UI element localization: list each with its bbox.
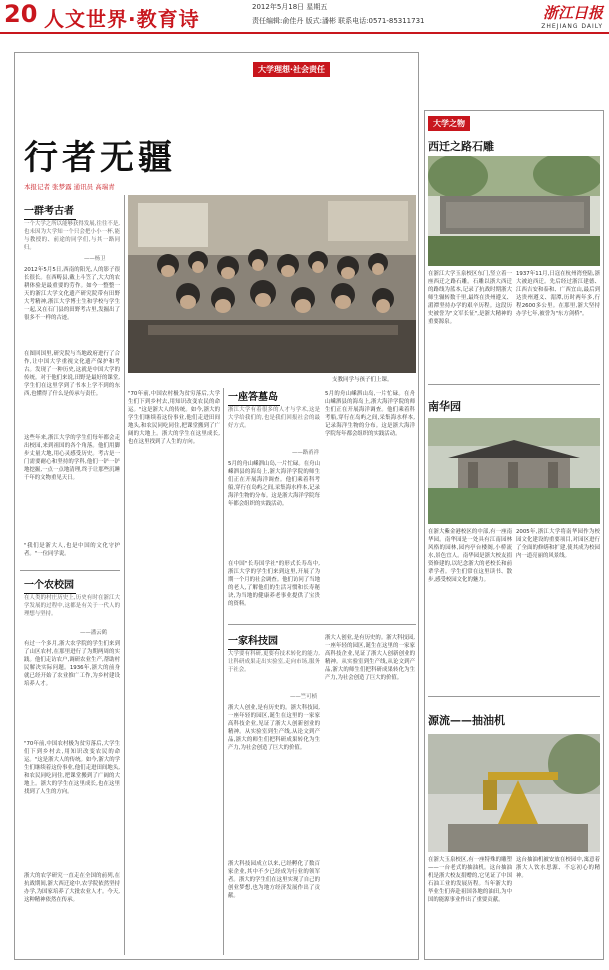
section2-continued: "70年前,中国农村极为贫穷落后,大学生们下到乡村去,用知识改变农民的命运。"这是浙大人的传统。如今,浙大的学生们继续着这份事业,他们走进田间地头,和农民同吃同住,把课堂搬到了广阔的大地上。浙大的学生在这里成长,也在这里找到了人生的方向。 — [128, 391, 220, 445]
section1-body-c: 这些年来,浙江大学的学生们每年都会走出校园,来到祖国的各个角落。他们用脚步丈量大地,用心灵感受历史。考古是一门需要耐心和坚持的学科,他们一铲一铲地挖掘,一点一点地清理,终于让那些沉睡千年的文物重见天日。 — [24, 435, 120, 481]
date-line: 2012年5月18日 星期五 — [252, 3, 328, 11]
newspaper-logo — [517, 2, 603, 30]
section-rule — [228, 624, 416, 625]
column-rule — [223, 388, 224, 955]
article-byline: 本报记者 张梦露 通讯员 高瑞青 — [24, 183, 115, 191]
stone-carving-photo — [428, 156, 600, 266]
section3-body-b: 在中国"长寿国学社"的形式长寿岛中,浙江大学的学生们来到这里,开展了为期一个月的社会调查。他们访问了当地的老人,了解他们的生活习惯和长寿秘诀,为当地的健康养老事业提供了宝贵的资料。 — [228, 561, 320, 607]
section2-body-b: "70年前,中国农村极为贫穷落后,大学生们下到乡村去,用知识改变农民的命运。"这是浙大人的传统。如今,浙大的学生们继续着这份事业,他们走进田间地头,和农民同吃同住,把课堂搬到了广阔的大地上。浙大的学生在这里成长,也在这里找到了人生的方向。 — [24, 741, 120, 795]
section3-quote: 浙江大学有着很多的人才与学术,这是大学给我们的,也是我们回报社会的最好方式。 — [228, 407, 320, 429]
section2-quote-author: ——潘云鹤 — [80, 630, 107, 636]
top-banner-tag: 大学理想·社会责任 — [253, 62, 330, 77]
sidebar-b-body: 在浙大紫金港校区的中部,有一座南华园。南华园是一处具有江南园林风格的园林,园内亭台楼阁,小桥流水,景色宜人。南华园是浙大校友捐资修建的,以纪念浙大的老校长和前辈学者。学生们常在这里读书、散步,感受校园文化的魅力。 — [428, 529, 512, 583]
section-title-archaeologists: 一群考古者 — [24, 202, 76, 220]
section4-body-col2: 浙大人创业,是有历史的。浙大科技园,一座年轻的园区,诞生在这里的一家家高科技企业,见证了浙大人创新创业的精神。从实验室到生产线,从论文到产品,浙大的师生们把科研成果转化为生产力,为社会创造了巨大的价值。 — [325, 635, 415, 681]
photo-caption: 支教同学与孩子们上课。 — [332, 377, 393, 383]
section3-body-a: 5月的舟山嵊泗山岛,一片忙碌。在舟山嵊泗县的海岛上,浙大海洋学院的师生们正在开展海洋调查。他们乘着科考船,穿行在岛屿之间,采集海水样本,记录海洋生物的分布。这是浙大海洋学院每年都会组织的实践活动。 — [228, 461, 320, 507]
sidebar-title-nanhua-garden: 南华园 — [428, 400, 461, 413]
section-rule — [428, 384, 600, 385]
page-number: 20 — [4, 0, 38, 28]
stone-carving-illustration — [428, 156, 600, 266]
section-title-agricultural-campus: 一个农校园 — [24, 576, 76, 594]
classroom-photo — [128, 195, 416, 373]
oil-pump-illustration — [428, 734, 600, 852]
oil-pump-photo — [428, 734, 600, 852]
sidebar-b-body2: 2005年,浙江大学将南华园作为校园文化建设的重要项目,对园区进行了全面的修缮和扩建,使其成为校园内一道亮丽的风景线。 — [516, 529, 600, 559]
page-title: 人文世界·教育诗 — [44, 7, 200, 31]
section-title-tech-park: 一家科技园 — [228, 632, 280, 650]
section2-body-a: 有过一个多月,浙大农学院的学生们来到了山区农村,在那里进行了为期两周的实践。他们走访农户,调研农业生产,帮助村民解决实际问题。1936年,浙大的前身就已经开始了农业推广工作,为乡村建设培养人才。 — [24, 641, 120, 687]
sidebar-a-body2: 1937年11月,日寇在杭州湾登陆,浙大被迫西迁。先后经过浙江建德、江西吉安和泰和、广西宜山,最后到达贵州遵义、湄潭,历时两年多,行程2600多公里。在那里,浙大坚持办学七年,被誉为"东方剑桥"。 — [516, 271, 600, 317]
section1-quote-author: ——杨卫 — [84, 256, 106, 262]
section-title-island: 一座答墓岛 — [228, 388, 280, 406]
nanhua-garden-illustration — [428, 418, 600, 524]
staff-line: 责任编辑:俞佳丹 版式:潘彬 联系电话:0571-85311731 — [252, 17, 425, 25]
section4-body-a: 浙大人创业,是有历史的。浙大科技园,一座年轻的园区,诞生在这里的一家家高科技企业,见证了浙大人创新创业的精神。从实验室到生产线,从论文到产品,浙大的师生们把科研成果转化为生产力,为社会创造了巨大的价值。 — [228, 705, 320, 751]
sidebar-c-body2: 这台抽油机被安放在校园中,寓意着浙大人饮水思源、不忘初心的精神。 — [516, 857, 600, 879]
section4-quote: 大学要有科研,更要有技术转化的能力,让科研成果走出实验室,走向市场,服务于社会。 — [228, 651, 320, 673]
logo-chinese: 浙江日报 — [542, 4, 603, 22]
article-headline: 行者无疆 — [24, 138, 176, 178]
section-rule — [20, 570, 120, 571]
sidebar-title-oil-pump: 源流——抽油机 — [428, 714, 505, 727]
sidebar-title-stone-carving: 西迁之路石雕 — [428, 140, 494, 153]
section1-quote: 一个大学之所以能够获得发展,往往不是,也未因为大学知一个只会把小小一杯,能与教授的、前途的同学们,与其一路同归。 — [24, 221, 120, 251]
section1-body-a: 2012年5月5日,西南的阳光,人的影子很长很长。在西畴县,戴上斗笠了,大大的农耕体验是最重要的劳作。如今一整整一天的浙江大学文化遗产研究院带有田野大考精神,浙江大学博士生和学校与学生一起,又在石门县的田野考古里,发掘出了很多不一样的古迹。 — [24, 267, 120, 321]
column-rule — [124, 195, 125, 955]
section4-quote-author: ——竺可桢 — [290, 694, 317, 700]
section4-body-b: 浙大科技园成立以来,已经孵化了数百家企业,其中不少已经成为行业的领军者。浙大的学生们在这里实现了自己的创业梦想,也为地方经济发展作出了贡献。 — [228, 861, 320, 899]
nanhua-garden-photo — [428, 418, 600, 524]
section1-body-b: 在图回国里,研究院与当地政府进行了合作,让中国大学重视文化遗产保护和考古。发现了一种历史,这就是中国大学的传统。对于他们来说,田野是最好的课堂,学生们在这里学到了书本上学不到的东西,也懂得了什么是传承与责任。 — [24, 351, 120, 397]
sidebar-a-body: 在浙江大学玉泉校区东门,竖立着一座西迁之路石雕。石雕以浙大西迁的路线为蓝本,记录了抗战时期浙大师生辗转数千里,最终在贵州遵义、湄潭坚持办学的艰辛历程。这段历史被誉为"文军长征",是浙大精神的重要源泉。 — [428, 271, 512, 325]
masthead — [0, 0, 609, 34]
section3-quote-author: ——路甬祥 — [292, 450, 319, 456]
section1-body-d: "我们是浙大人,也是中国的文化守护者。"一位同学说。 — [24, 543, 120, 557]
section2-quote: 在人类的村庄历史上,历史有时在浙江大学发展的过程中,这都是有关于一代人的理想与坚持。 — [24, 595, 120, 617]
section2-body-c: 浙大的农学研究一直走在全国的前列,在抗战期间,浙大西迁途中,农学院依然坚持办学,为国家培养了大批农业人才。今天,这种精神依然在传承。 — [24, 873, 120, 903]
section-rule — [428, 696, 600, 697]
classroom-photo-illustration — [128, 195, 416, 373]
section3-body-col2: 5月的舟山嵊泗山岛,一片忙碌。在舟山嵊泗县的海岛上,浙大海洋学院的师生们正在开展海洋调查。他们乘着科考船,穿行在岛屿之间,采集海水样本,记录海洋生物的分布。这是浙大海洋学院每年都会组织的实践活动。 — [325, 391, 415, 437]
sidebar-c-body: 在浙大玉泉校区,有一座特殊的雕塑——一台老式的抽油机。这台抽油机是浙大校友捐赠的,它见证了中国石油工业的发展历程。当年浙大的毕业生们奔赴祖国各地的油田,为中国的能源事业作出了重要贡献。 — [428, 857, 512, 903]
right-banner-tag: 大学之物 — [428, 116, 470, 131]
logo-english: ZHEJIANG DAILY — [541, 23, 603, 30]
